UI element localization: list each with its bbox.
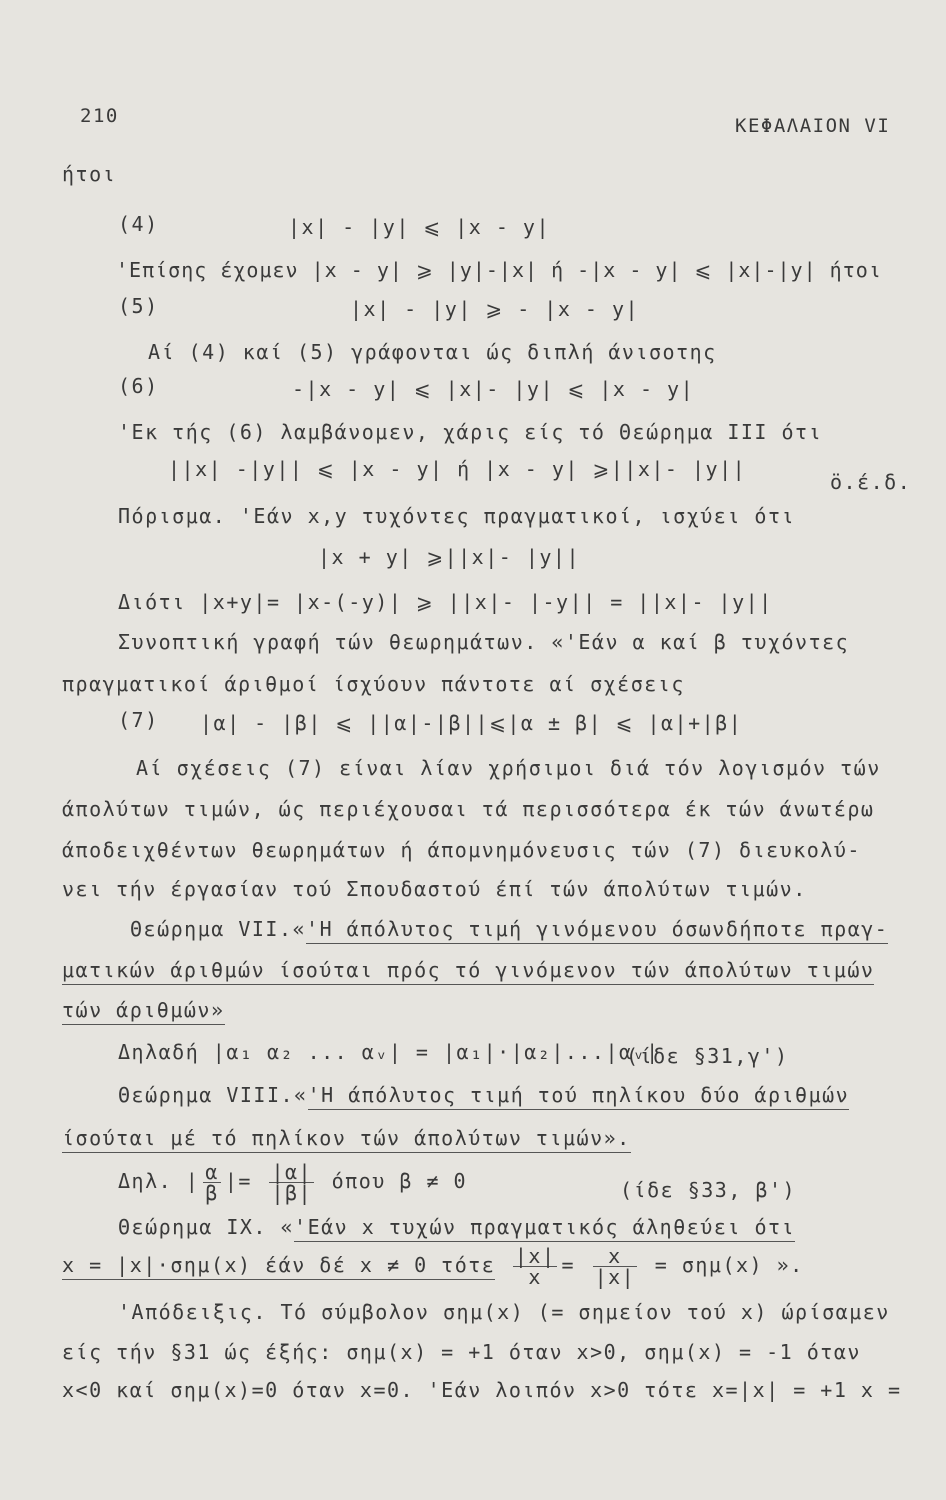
text-line: πραγματικοί άριθμοί ίσχύουν πάντοτε αί σχέσεις xyxy=(62,672,685,696)
theorem-vii-line xyxy=(130,917,888,941)
numerator: |α| xyxy=(271,1160,313,1184)
denominator: |x| xyxy=(594,1265,636,1289)
theorem-label: Θεώρημα VII.« xyxy=(130,917,307,941)
proof-line: 'Απόδειξις. Τό σύμβολον σημ(x) (= σημείον τού x) ώρίσαμεν xyxy=(118,1300,890,1324)
text-line: 'Εκ τής (6) λαμβάνομεν, χάρις είς τό Θεώρημα III ότι xyxy=(118,420,823,444)
sign-function: = σημ(x) xyxy=(654,1253,764,1277)
text-line: 'Επίσης έχομεν |x - y| ⩾ |y|-|x| ή -|x - y| ⩽ |x|-|y| ήτοι xyxy=(116,258,882,282)
fraction xyxy=(513,1246,558,1287)
text-line: Αί (4) καί (5) γράφονται ώς διπλή άνισοτης xyxy=(148,340,717,364)
denominator: x xyxy=(528,1265,542,1289)
text-line: είς τήν §31 ώς έξής: σημ(x) = +1 όταν x>0, σημ(x) = -1 όταν xyxy=(62,1340,861,1364)
sign-formula: x = |x|·σημ(x) έάν δέ x ≠ 0 τότε $\frac{|x|}{x}$ = $\frac{x}{|x|}$ = σημ(x) ». xyxy=(62,1244,804,1289)
denominator: β xyxy=(205,1181,219,1205)
text-line: νει τήν έργασίαν τού Σπουδαστού έπί τών άπολύτων τιμών. xyxy=(62,877,807,901)
equation: |x| - |y| ⩽ |x - y| xyxy=(288,215,550,239)
fraction xyxy=(203,1162,221,1203)
equation: |x + y| ⩾||x|- |y|| xyxy=(318,545,580,569)
theorem-viii-line xyxy=(118,1083,849,1107)
theorem-statement xyxy=(62,1126,631,1150)
underlined-text: τών άριθμών» xyxy=(62,998,225,1025)
equation: ||x| -|y|| ⩽ |x - y| ή |x - y| ⩾||x|- |y|| xyxy=(168,457,747,481)
text-line: άπολύτων τιμών, ώς περιέχουσαι τά περισσότερα έκ τών άνωτέρω xyxy=(62,797,875,821)
equation: Δηλαδή |α₁ α₂ ... αᵥ| = |α₁|·|α₂|...|αᵥ| xyxy=(118,1040,660,1064)
equation-number: (6) xyxy=(118,374,159,398)
denominator: |β| xyxy=(271,1181,313,1205)
theorem-statement xyxy=(62,998,225,1022)
fraction xyxy=(593,1246,638,1287)
underlined-text: ίσούται μέ τό πηλίκον τών άπολύτων τιμών». xyxy=(62,1126,631,1153)
cross-reference: (ίδε §31,γ') xyxy=(626,1044,789,1068)
theorem-statement: 'Εάν x τυχών πραγματικός άληθεύει ότι xyxy=(294,1215,795,1242)
corollary-line: Πόρισμα. 'Εάν x,y τυχόντες πραγματικοί, ισχύει ότι xyxy=(118,504,796,528)
chapter-heading: ΚΕΦΑΛΑΙΟΝ VI xyxy=(735,115,891,137)
theorem-label: Θεώρημα VIII.« xyxy=(118,1083,308,1107)
text-line: x<0 καί σημ(x)=0 όταν x=0. 'Εάν λοιπόν x>0 τότε x=|x| = +1 x = xyxy=(62,1378,902,1402)
theorem-statement xyxy=(62,958,874,982)
theorem-statement: 'Η άπόλυτος τιμή γινόμενου όσωνδήποτε πραγ- xyxy=(306,917,888,944)
equation-number: (5) xyxy=(118,294,159,318)
numerator: x xyxy=(593,1246,638,1267)
equation: |α| - |β| ⩽ ||α|-|β||⩽|α ± β| ⩽ |α|+|β| xyxy=(200,711,743,735)
qed-mark: ö.έ.δ. xyxy=(830,470,912,494)
equation-number: (7) xyxy=(118,708,159,732)
theorem-ix-line xyxy=(118,1215,795,1239)
condition: όπου β ≠ 0 xyxy=(331,1169,468,1193)
numerator: |x| xyxy=(514,1244,556,1268)
equation-number: (4) xyxy=(118,212,159,236)
text-line: Αί σχέσεις (7) είναι λίαν χρήσιμοι διά τόν λογισμόν τών xyxy=(136,756,881,780)
text-line: Διότι |x+y|= |x-(-y)| ⩾ ||x|- |-y|| = ||x|- |y|| xyxy=(118,590,773,614)
text-line: άποδειχθέντων θεωρημάτων ή άπομνημόνευσις τών (7) διευκολύ- xyxy=(62,838,861,862)
equation: |x| - |y| ⩾ - |x - y| xyxy=(350,297,640,321)
theorem-label: Θεώρημα IX. « xyxy=(118,1215,295,1239)
cross-reference: (ίδε §33, β') xyxy=(620,1178,797,1202)
underlined-text: ματικών άριθμών ίσούται πρός τό γινόμενον τών άπολύτων τιμών xyxy=(62,958,874,985)
text-line: ήτοι xyxy=(62,162,117,186)
underlined-text: x = |x|·σημ(x) έάν δέ x ≠ 0 τότε xyxy=(62,1253,495,1280)
label: Δηλ. xyxy=(118,1169,173,1193)
fraction xyxy=(269,1162,314,1203)
closing-quote: ». xyxy=(776,1253,804,1277)
text-line: Συνοπτική γραφή τών θεωρημάτων. «'Εάν α καί β τυχόντες xyxy=(118,630,850,654)
page-number: 210 xyxy=(80,105,119,127)
equation: -|x - y| ⩽ |x|- |y| ⩽ |x - y| xyxy=(292,377,695,401)
theorem-statement: 'Η άπόλυτος τιμή τού πηλίκου δύο άριθμών xyxy=(308,1083,850,1110)
numerator: α xyxy=(205,1160,219,1184)
quotient-formula: Δηλ. | $\frac{\alpha}{\beta}$ |= $\frac{|\alpha|}{|\beta|}$ όπου β ≠ 0 xyxy=(118,1160,468,1205)
